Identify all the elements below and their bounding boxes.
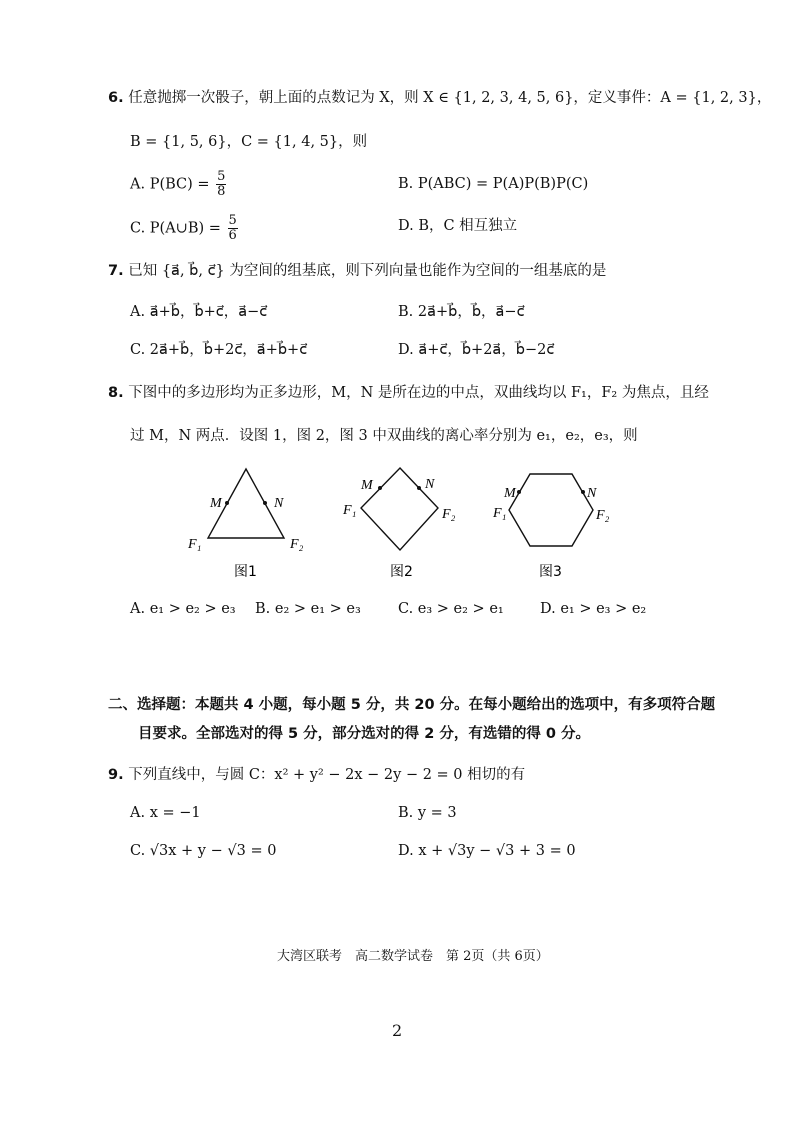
q6-option-d-label: D. — [398, 218, 414, 234]
q6-option-c-label: C. — [130, 220, 146, 237]
q6-option-a-fraction — [216, 170, 226, 199]
q7-option-d — [398, 340, 554, 360]
q6-option-b-text: P(ABC) = P(A)P(B)P(C) — [417, 176, 589, 192]
fig1-caption: 图1 — [234, 564, 257, 580]
figure-3-hexagon — [509, 474, 593, 546]
q9-stem-text: 下列直线中，与圆 C：x² + y² − 2x − 2y − 2 = 0 相切的有 — [128, 767, 526, 783]
q9-option-c — [130, 841, 276, 861]
fig1-label-f1: F₁ — [188, 537, 202, 552]
fig3-label-n: N — [587, 486, 597, 501]
fig3-point-n — [581, 490, 585, 494]
q6-option-d — [398, 216, 517, 236]
q7-number: 7. — [108, 263, 124, 279]
q8-stem-text-2: 过 M，N 两点．设图 1，图 2，图 3 中双曲线的离心率分别为 e₁，e₂，e₃，则 — [130, 428, 638, 444]
page-footer: 大湾区联考 高二数学试卷 第 2页（共 6页） — [277, 949, 549, 964]
q6-option-c — [130, 214, 240, 243]
fig2-point-m — [378, 486, 382, 490]
q9-option-b-text: y = 3 — [417, 805, 457, 821]
q8-option-b-label: B. — [255, 601, 271, 617]
q6-option-c-text: P(A∪B) = — [149, 220, 221, 237]
q9-option-c-text: √3x + y − √3 = 0 — [149, 843, 277, 859]
q7-stem-text: 已知 {a⃗, b⃗, c⃗} 为空间的组基底，则下列向量也能作为空间的一组基底的是 — [128, 263, 607, 279]
q8-option-b-text: e₂ > e₁ > e₃ — [274, 601, 361, 617]
q9-number: 9. — [108, 767, 124, 783]
q8-option-b — [255, 599, 361, 619]
q6-option-b-label: B. — [398, 176, 414, 192]
q7-option-c-label: C. — [130, 342, 146, 358]
fig2-label-m: M — [361, 478, 373, 493]
q7-option-c-text: 2a⃗+b⃗，b⃗+2c⃗，a⃗+b⃗+c⃗ — [149, 342, 308, 358]
q7-option-a-text: a⃗+b⃗，b⃗+c⃗，a⃗−c⃗ — [149, 304, 268, 320]
q9-option-a-text: x = −1 — [149, 805, 201, 821]
fig2-point-n — [417, 486, 421, 490]
fig3-label-f1: F₁ — [493, 506, 507, 521]
fig3-label-m: M — [504, 486, 516, 501]
q7-option-b-label: B. — [398, 304, 414, 320]
fig3-caption: 图3 — [539, 564, 562, 580]
q8-option-d-label: D. — [540, 601, 556, 617]
page-number: 2 — [392, 1021, 403, 1040]
q9-option-c-label: C. — [130, 843, 146, 859]
q6-option-d-text: B，C 相互独立 — [418, 218, 518, 234]
q6-number: 6. — [108, 90, 124, 106]
q6-stem-text-1: 任意抛掷一次骰子，朝上面的点数记为 X，则 X ∈ {1, 2, 3, 4, 5, 6}，定义事件：A = {1, 2, 3}， — [128, 90, 772, 106]
fig2-label-f1: F₁ — [343, 503, 357, 518]
fig1-label-m: M — [210, 496, 222, 511]
q8-option-d-text: e₁ > e₃ > e₂ — [560, 601, 647, 617]
q8-option-a — [130, 599, 236, 619]
q8-option-d — [540, 599, 646, 619]
q6-c-denominator: 6 — [228, 228, 237, 243]
fig1-point-n — [263, 501, 267, 505]
q7-option-d-text: a⃗+c⃗，b⃗+2a⃗，b⃗−2c⃗ — [418, 342, 555, 358]
q6-option-c-fraction — [228, 214, 238, 243]
fig3-point-m — [517, 490, 521, 494]
fig2-label-n: N — [425, 477, 435, 492]
q8-stem-line1 — [108, 383, 709, 403]
q8-option-a-text: e₁ > e₂ > e₃ — [149, 601, 236, 617]
q8-option-c — [398, 599, 504, 619]
q8-stem-line2 — [130, 426, 638, 446]
fig3-label-f2: F₂ — [596, 508, 610, 523]
q7-option-a — [130, 302, 267, 322]
q7-option-b-text: 2a⃗+b⃗，b⃗，a⃗−c⃗ — [417, 304, 525, 320]
fig1-label-n: N — [274, 496, 284, 511]
q8-option-c-text: e₃ > e₂ > e₁ — [417, 601, 504, 617]
fig2-caption: 图2 — [390, 564, 413, 580]
fig1-point-m — [225, 501, 229, 505]
fig2-label-f2: F₂ — [442, 507, 456, 522]
q9-option-d-text: x + √3y − √3 + 3 = 0 — [418, 843, 576, 859]
q7-option-c — [130, 340, 307, 360]
q6-option-a-text: P(BC) = — [149, 176, 210, 193]
q6-option-a-label: A. — [130, 176, 146, 193]
q6-a-numerator: 5 — [217, 169, 226, 184]
q9-stem-line — [108, 765, 525, 785]
q8-option-c-label: C. — [398, 601, 414, 617]
fig1-label-f2: F₂ — [290, 537, 304, 552]
q6-a-denominator: 8 — [217, 184, 226, 199]
q9-option-d — [398, 841, 576, 861]
q6-stem-line2 — [130, 132, 367, 152]
q6-c-numerator: 5 — [228, 213, 237, 228]
q8-stem-text-1: 下图中的多边形均为正多边形，M，N 是所在边的中点，双曲线均以 F₁，F₂ 为焦点，且经 — [128, 385, 709, 401]
q9-option-d-label: D. — [398, 843, 414, 859]
q6-stem-text-2: B = {1, 5, 6}，C = {1, 4, 5}，则 — [130, 134, 368, 150]
q7-option-a-label: A. — [130, 304, 146, 320]
q7-option-b — [398, 302, 525, 322]
q9-option-b-label: B. — [398, 805, 414, 821]
q7-option-d-label: D. — [398, 342, 414, 358]
q8-number: 8. — [108, 385, 124, 401]
q8-figures — [180, 460, 640, 585]
q9-option-b — [398, 803, 457, 823]
q6-option-a — [130, 170, 228, 199]
section2-heading-line2: 目要求。全部选对的得 5 分，部分选对的得 2 分，有选错的得 0 分。 — [138, 726, 591, 742]
q9-option-a-label: A. — [130, 805, 146, 821]
q9-option-a — [130, 803, 201, 823]
q8-option-a-label: A. — [130, 601, 146, 617]
section2-heading-line1: 二、选择题：本题共 4 小题，每小题 5 分，共 20 分。在每小题给出的选项中，有多项符合题 — [108, 697, 716, 713]
q7-stem-line — [108, 261, 606, 281]
q6-option-b — [398, 174, 588, 194]
q6-stem-line1 — [108, 88, 771, 108]
